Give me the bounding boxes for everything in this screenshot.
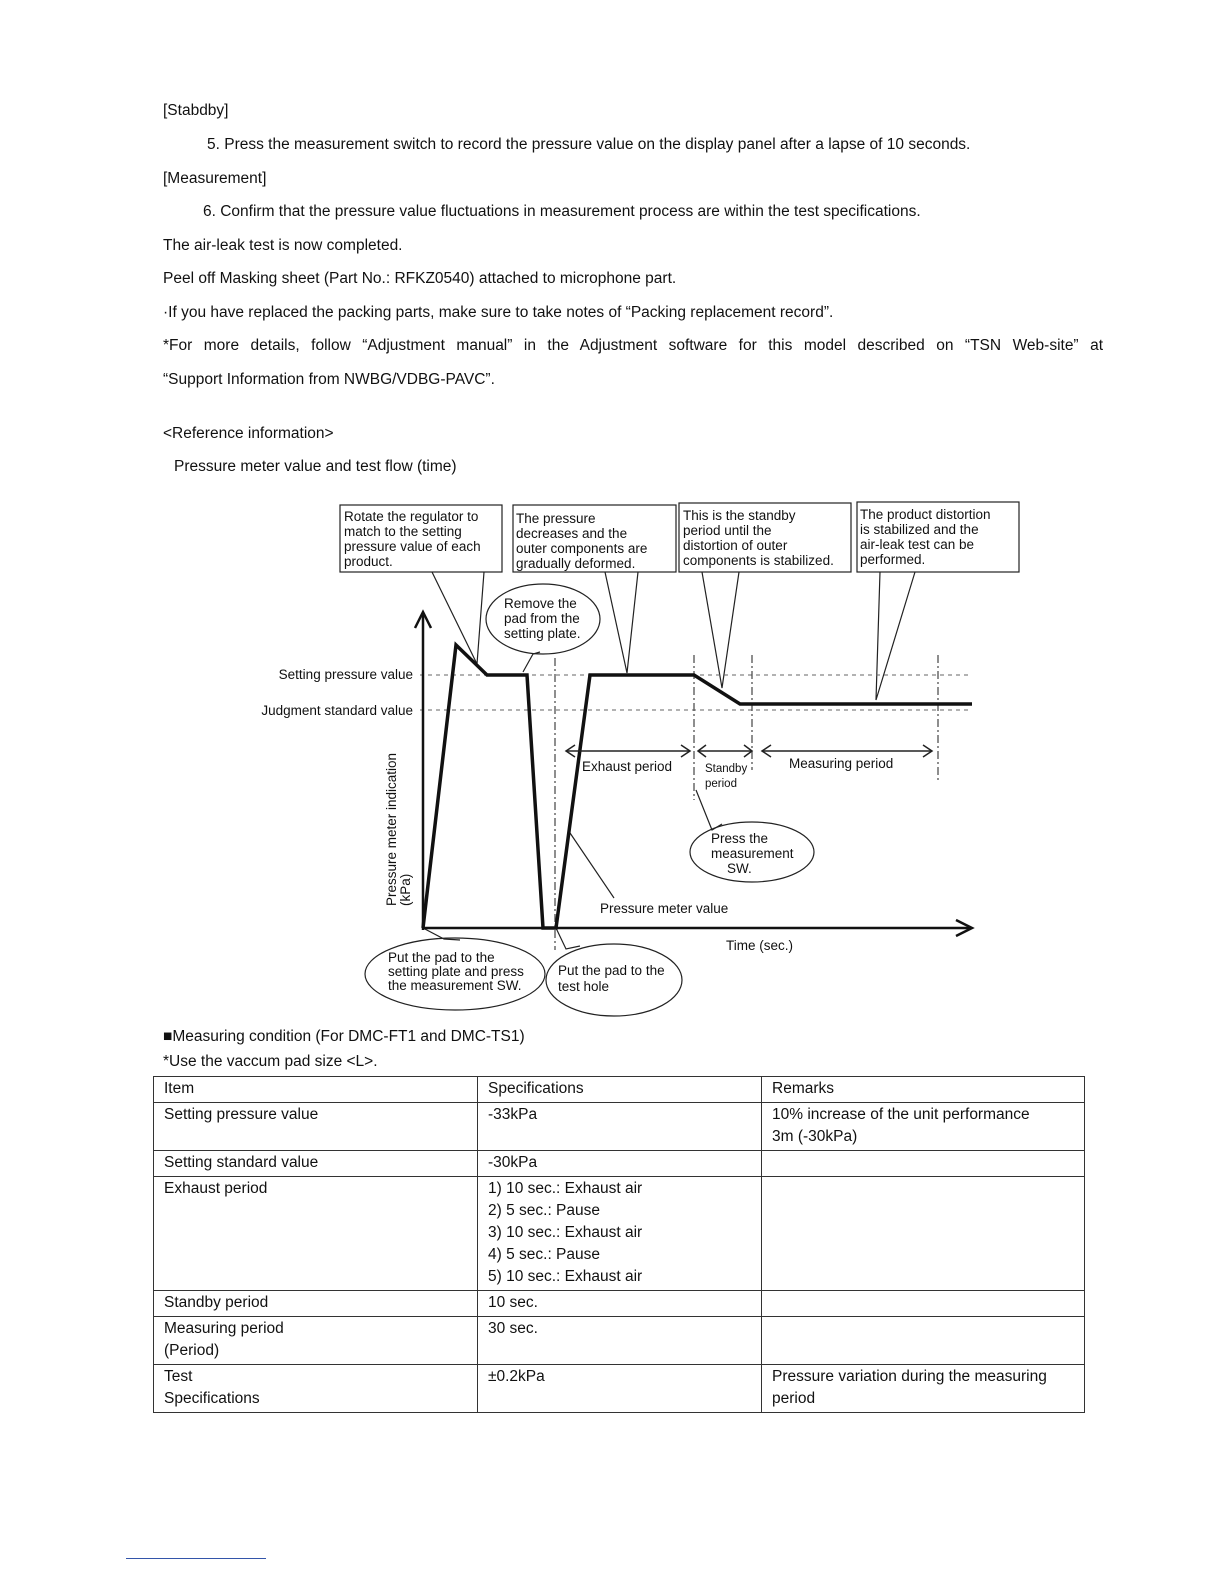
header-specifications: Specifications	[478, 1077, 762, 1103]
header-remarks: Remarks	[762, 1077, 1085, 1103]
table-cell	[762, 1177, 1085, 1291]
label-text: ±0.2kPa	[488, 1368, 545, 1385]
table-cell	[154, 1317, 478, 1365]
label-text: Press the	[711, 831, 769, 846]
label-text: 4) 5 sec.: Pause	[488, 1246, 601, 1263]
footnote-divider	[126, 1558, 266, 1559]
label-text: 1) 10 sec.: Exhaust air	[488, 1180, 643, 1197]
label-text: Put the pad to the	[388, 950, 495, 965]
label-text: Pressure meter value	[600, 901, 729, 916]
label-text: Standby period	[164, 1294, 269, 1311]
peel-text: Peel off Masking sheet (Part No.: RFKZ0540) attached to microphone part.	[163, 270, 677, 287]
measuring-condition-heading: ■Measuring condition (For DMC-FT1 and DMC-TS1)	[163, 1028, 525, 1045]
label-text: -30kPa	[488, 1154, 538, 1171]
label-text: Test	[164, 1368, 193, 1385]
label-text: pressure value of each	[344, 539, 481, 554]
table-row	[154, 1103, 1085, 1151]
label-text: pad from the	[504, 611, 580, 626]
label-text: The pressure	[516, 511, 596, 526]
label-text: 30 sec.	[488, 1320, 538, 1337]
label-text: components is stabilized.	[683, 553, 834, 568]
table-cell	[762, 1317, 1085, 1365]
label-text: Rotate the regulator to	[344, 509, 479, 524]
standby-heading: [Stabdby]	[163, 102, 229, 119]
label-text: decreases and the	[516, 526, 628, 541]
label-text: the measurement SW.	[388, 978, 522, 993]
label-text: Pressure meter indication	[384, 752, 399, 906]
label-text: (kPa)	[398, 873, 413, 906]
label-text: match to the setting	[344, 524, 462, 539]
label-text: 10 sec.	[488, 1294, 538, 1311]
label-text: Standby	[705, 763, 748, 775]
table-cell	[478, 1177, 762, 1291]
table-row	[154, 1317, 1085, 1365]
table-cell	[762, 1365, 1085, 1413]
label-text: outer components are	[516, 541, 648, 556]
label-text: Put the pad to the	[558, 963, 665, 978]
label-text: Specifications	[164, 1390, 260, 1407]
table-cell	[762, 1151, 1085, 1177]
table-cell	[478, 1291, 762, 1317]
pad-size-note: *Use the vaccum pad size <L>.	[163, 1053, 378, 1070]
label-text: Exhaust period	[582, 759, 673, 774]
label-text: Measuring period	[789, 756, 894, 771]
label-text: setting plate and press	[388, 964, 524, 979]
label-text: This is the standby	[683, 508, 796, 523]
step-6: 6. Confirm that the pressure value fluctuations in measurement process are within the test specifications.	[203, 203, 921, 220]
table-row	[154, 1177, 1085, 1291]
label-text: -33kPa	[488, 1106, 538, 1123]
label-text: period until the	[683, 523, 772, 538]
measuring-condition-table	[153, 1076, 1085, 1413]
label-text: The product distortion	[860, 507, 991, 522]
label-text: test hole	[558, 979, 610, 994]
table-row	[154, 1151, 1085, 1177]
completed-text: The air-leak test is now completed.	[163, 237, 403, 254]
table-cell	[478, 1151, 762, 1177]
table-cell	[762, 1103, 1085, 1151]
label-text: is stabilized and the	[860, 522, 979, 537]
label-text: 10% increase of the unit performance	[772, 1106, 1030, 1123]
label-text: Pressure variation during the measuring	[772, 1368, 1047, 1385]
label-text: period	[772, 1390, 816, 1407]
label-text: product.	[344, 554, 393, 569]
table-cell	[478, 1365, 762, 1413]
label-text: air-leak test can be	[860, 537, 975, 552]
label-text: Measuring period	[164, 1320, 284, 1337]
pressure-curve	[423, 645, 972, 928]
table-cell	[154, 1365, 478, 1413]
table-row	[154, 1365, 1085, 1413]
label-text: Setting pressure value	[164, 1106, 319, 1123]
label-text: Exhaust period	[164, 1180, 268, 1197]
packing-note: ·If you have replaced the packing parts, make sure to take notes of “Packing replacement record”.	[163, 304, 834, 321]
label-text: 3) 10 sec.: Exhaust air	[488, 1224, 643, 1241]
label-text: performed.	[860, 552, 926, 567]
label-text: Setting standard value	[164, 1154, 319, 1171]
label-text: 3m (-30kPa)	[772, 1128, 858, 1145]
label-text: gradually deformed.	[516, 556, 636, 571]
label-text: Remove the	[504, 596, 577, 611]
details-line-2: “Support Information from NWBG/VDBG-PAVC”.	[163, 371, 495, 388]
table-cell	[478, 1317, 762, 1365]
label-text: Judgment standard value	[261, 703, 413, 718]
label-text: setting plate.	[504, 626, 581, 641]
label-text: Time (sec.)	[726, 938, 793, 953]
label-text: (Period)	[164, 1342, 220, 1359]
step-5: 5. Press the measurement switch to record the pressure value on the display panel after a lapse of 10 seconds.	[207, 136, 971, 153]
table-cell	[762, 1291, 1085, 1317]
header-item: Item	[154, 1077, 478, 1103]
diagram-title: Pressure meter value and test flow (time)	[174, 458, 457, 475]
label-text: 5) 10 sec.: Exhaust air	[488, 1268, 643, 1285]
label-text: period	[705, 778, 737, 790]
details-line-1: *For more details, follow “Adjustment manual” in the Adjustment software for this model described on “TSN Web-site” at	[163, 337, 1103, 354]
table-cell	[154, 1291, 478, 1317]
table-cell	[154, 1151, 478, 1177]
label-text: measurement	[711, 846, 794, 861]
table-cell	[154, 1103, 478, 1151]
table-cell	[154, 1177, 478, 1291]
label-text: SW.	[727, 861, 752, 876]
table-cell	[478, 1103, 762, 1151]
table-row	[154, 1291, 1085, 1317]
label-text: distortion of outer	[683, 538, 788, 553]
table-header-row	[154, 1077, 1085, 1103]
label-text: 2) 5 sec.: Pause	[488, 1202, 601, 1219]
reference-heading: <Reference information>	[163, 425, 334, 442]
measurement-heading: [Measurement]	[163, 170, 267, 187]
label-text: Setting pressure value	[278, 667, 413, 682]
